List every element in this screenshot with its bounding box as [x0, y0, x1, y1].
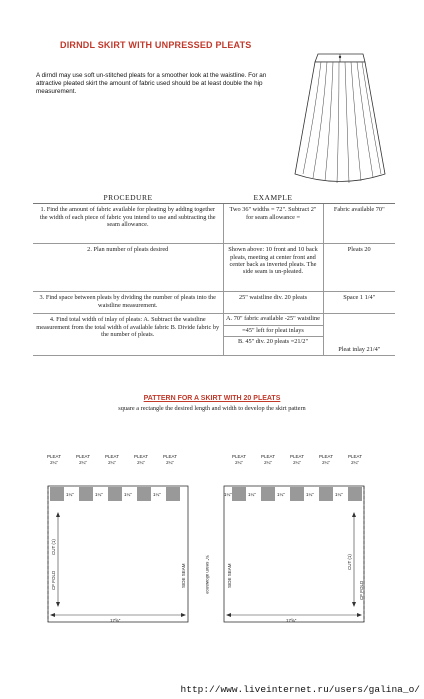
- space-size: 1¼": [124, 492, 132, 497]
- cut-label: CUT (1): [347, 554, 352, 570]
- cf-fold-label: CF FOLD: [51, 570, 56, 590]
- pleat-size: 2¼": [79, 460, 87, 465]
- example-line: B. 45" div. 20 pleats =21/2": [237, 337, 309, 345]
- space-size: 1¼": [248, 492, 256, 497]
- pleat-size: 2¼": [322, 460, 330, 465]
- pleat-size: 2¼": [108, 460, 116, 465]
- procedure-cell: 3. Find space between pleats by dividing the number of pleats into the waistline measurement.: [33, 292, 223, 314]
- table-row: [33, 244, 395, 292]
- space-size: 1¼": [335, 492, 343, 497]
- pleat-size: 2¼": [264, 460, 272, 465]
- pleat-label: PLEAT: [134, 454, 148, 459]
- pleat-size: 2¼": [235, 460, 243, 465]
- example-line: A. 70" fabric available -25" waistline: [224, 314, 323, 325]
- cut-label: CUT (1): [51, 539, 56, 555]
- space-size: 1¼": [306, 492, 314, 497]
- pleat-label: PLEAT: [163, 454, 177, 459]
- pleat-size: 2¼": [351, 460, 359, 465]
- pleat-size: 2¼": [166, 460, 174, 465]
- pleat-size: 2¼": [137, 460, 145, 465]
- pattern-subtitle: square a rectangle the desired length and width to develop the skirt pattern: [118, 405, 306, 412]
- left-pattern-outline: [40, 470, 190, 625]
- space-size: 1¼": [224, 492, 232, 497]
- table-row: [33, 204, 395, 244]
- pleat-label: PLEAT: [76, 454, 90, 459]
- intro-paragraph: A dirndl may use soft un-stitched pleats for a smoother look at the waistline. For an attractive pleated skirt the amount of fabric used should be at least double the hip measurement.: [36, 72, 267, 95]
- cf-fold-label: CF FOLD: [359, 580, 364, 600]
- procedure-table: [33, 194, 395, 356]
- example-cell: [223, 314, 323, 356]
- page-title: DIRNDL SKIRT WITH UNPRESSED PLEATS: [60, 40, 252, 50]
- pleat-size: 2¼": [50, 460, 58, 465]
- pattern-title: PATTERN FOR A SKIRT WITH 20 PLEATS: [143, 395, 281, 402]
- example-cell: Two 36" widths = 72". Subtract 2" for seam allowance =: [223, 204, 323, 244]
- procedure-cell: 1. Find the amount of fabric available for pleating by adding together the width of each piece of fabric you intend to use and subtracting the seam allowance.: [33, 204, 223, 244]
- source-url: http://www.liveinternet.ru/users/galina_o/: [180, 684, 420, 695]
- pleat-size: 2¼": [293, 460, 301, 465]
- result-cell: Pleat inlay 21/4": [323, 314, 395, 356]
- result-header: [323, 194, 395, 204]
- example-cell: 25" waistline div. 20 pleats: [223, 292, 323, 314]
- table-row: [33, 292, 395, 314]
- width-label: 17⅝": [286, 618, 297, 623]
- result-cell: Fabric available 70": [323, 204, 395, 244]
- left-pattern-piece: [40, 454, 190, 625]
- space-size: 1¼": [153, 492, 161, 497]
- pleat-label: PLEAT: [47, 454, 61, 459]
- pleat-label: PLEAT: [261, 454, 275, 459]
- example-line: =45" left for pleat inlays: [224, 326, 323, 337]
- result-cell: Pleats 20: [323, 244, 395, 292]
- procedure-cell: 2. Plan number of pleats desired: [33, 244, 223, 292]
- side-seam-label: SIDE SEAM: [181, 563, 186, 588]
- example-header: EXAMPLE: [223, 194, 323, 204]
- space-size: 1¼": [277, 492, 285, 497]
- result-cell: Space 1 1/4": [323, 292, 395, 314]
- pleat-label: PLEAT: [348, 454, 362, 459]
- space-size: 1¼": [95, 492, 103, 497]
- seam-allowance-label: ¾" seam allowance: [205, 555, 210, 594]
- pleat-label: PLEAT: [232, 454, 246, 459]
- skirt-illustration: [285, 44, 395, 194]
- pleat-label: PLEAT: [319, 454, 333, 459]
- right-pattern-outline: [222, 470, 372, 625]
- procedure-header: PROCEDURE: [33, 194, 223, 204]
- table-row: [33, 314, 395, 356]
- pleat-label: PLEAT: [290, 454, 304, 459]
- right-pattern-piece: [222, 454, 372, 625]
- example-cell: Shown above: 10 front and 10 back pleats, meeting at center front and center back as inverted pleats. The side seam is un-pleated.: [223, 244, 323, 292]
- procedure-cell: 4. Find total width of inlay of pleats: A. Subtract the waistline measurement from the total width of available fabric B. Divide fabric by the number of pleats.: [33, 314, 223, 356]
- space-size: 1¼": [66, 492, 74, 497]
- side-seam-label: SIDE SEAM: [227, 563, 232, 588]
- width-label: 17⅝": [110, 618, 121, 623]
- pleat-label: PLEAT: [105, 454, 119, 459]
